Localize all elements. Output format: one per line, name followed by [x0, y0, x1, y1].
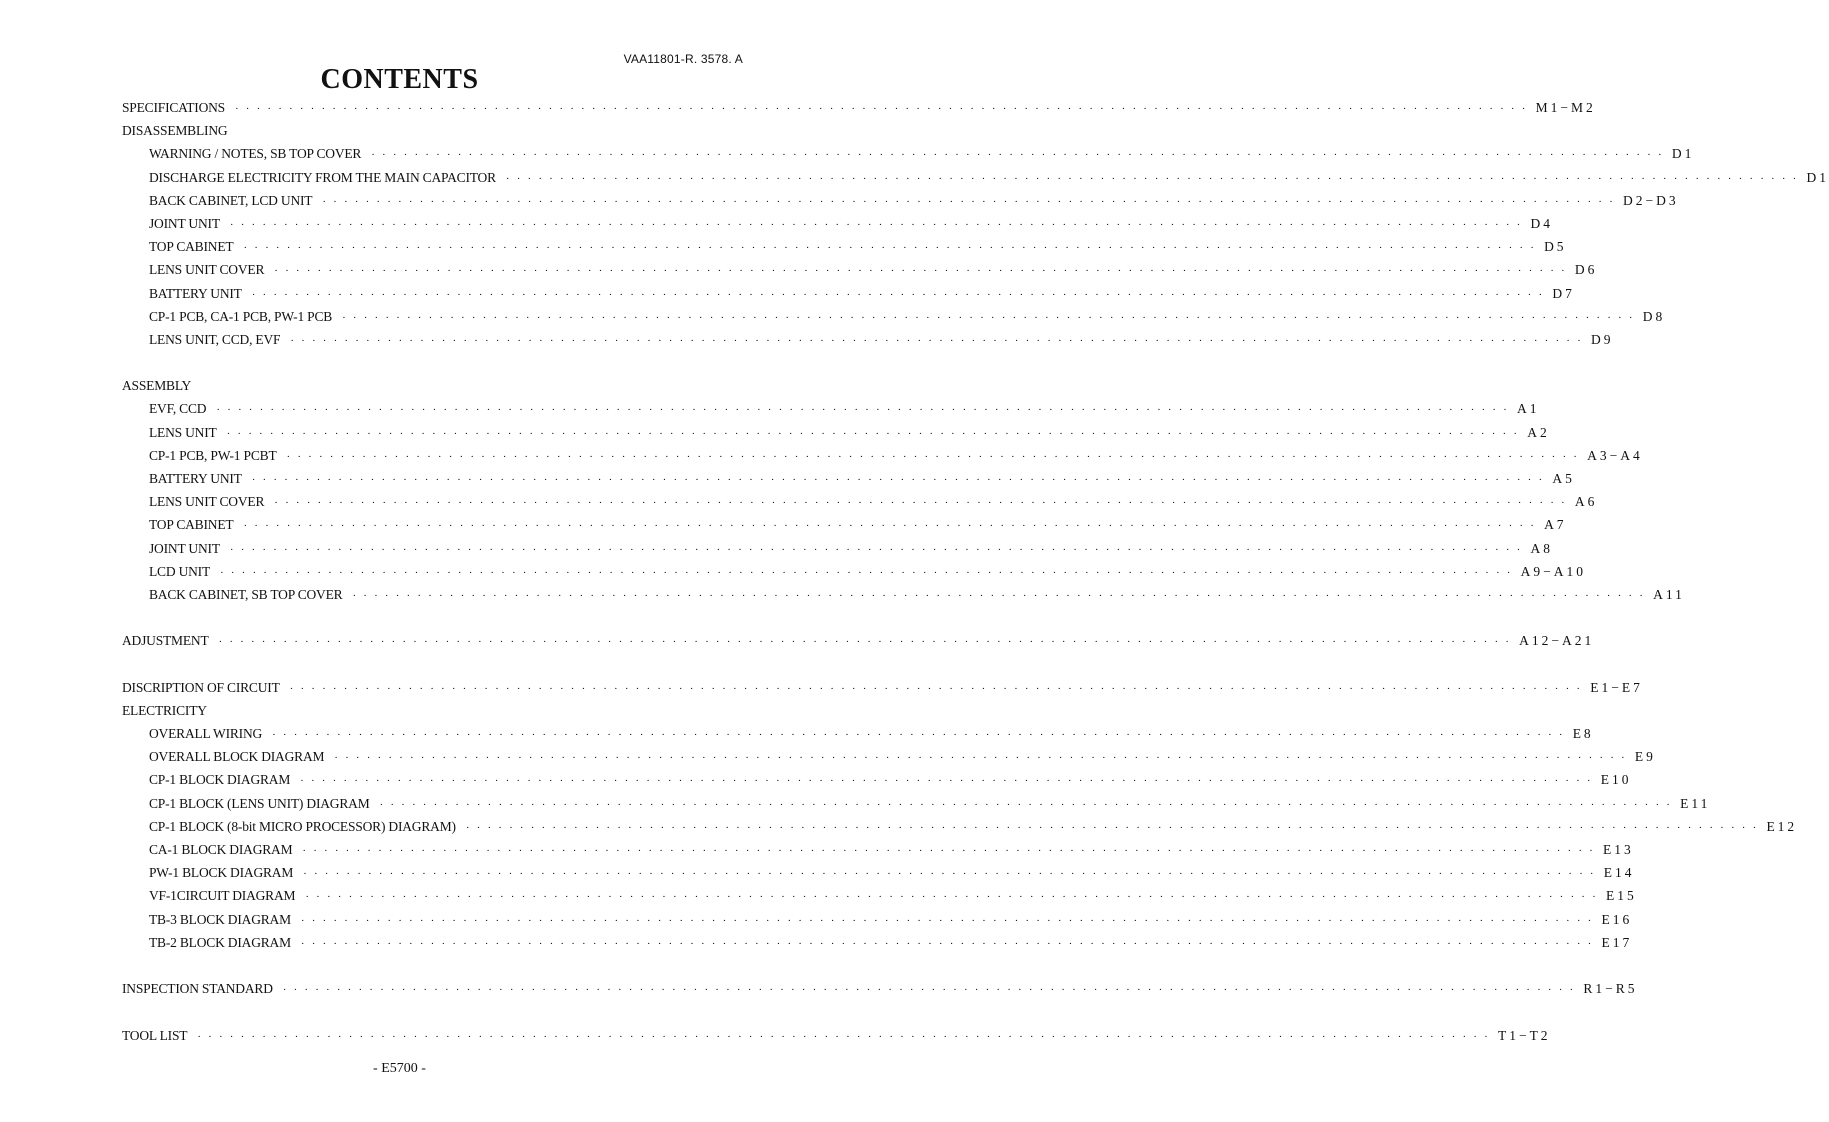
toc-dot-leader: · · · · · · · · · · · · · · · · · · · · · · · · · · · · · · · · · · · · · · · · · · · · · · · · · · · · · · · · · · · · · · · · · · · · · · · · · · · · · · · · · · · · · · · · · · · · · · · · · · · · · · · · · · · · · · · · · · · · · · · ·	[197, 1030, 1490, 1043]
toc-entry-page: D7	[1552, 285, 1575, 301]
toc-entry-page: E10	[1600, 772, 1632, 788]
toc-entry	[122, 305, 1666, 328]
toc-entry-page: D1	[1671, 146, 1695, 162]
toc-entry	[122, 96, 1596, 119]
toc-entry-page: D1	[1806, 169, 1829, 185]
toc-entry-page: D8	[1642, 308, 1666, 324]
toc-entry-page: A6	[1574, 494, 1598, 510]
toc-dot-leader: · · · · · · · · · · · · · · · · · · · · · · · · · · · · · · · · · · · · · · · · · · · · · · · · · · · · · · · · · · · · · · · · · · · · · · · · · · · · · · · · · · · · · · · · · · · · · · · · · · · · · · · · · · · · · · · · · · · · · · · ·	[234, 103, 1528, 115]
toc-dot-leader: · · · · · · · · · · · · · · · · · · · · · · · · · · · · · · · · · · · · · · · · · · · · · · · · · · · · · · · · · · · · · · · · · · · · · · · · · · · · · · · · · · · · · · · · · · · · · · · · · · · · · · · · · · · · · · · · · · · · · · · ·	[305, 891, 1598, 904]
toc-section-heading	[122, 374, 742, 397]
document-code: VAA11801-R. 3578. A	[623, 52, 743, 66]
toc-entry-label: OVERALL BLOCK DIAGRAM	[149, 749, 325, 765]
toc-dot-leader: · · · · · · · · · · · · · · · · · · · · · · · · · · · · · · · · · · · · · · · · · · · · · · · · · · · · · · · · · · · · · · · · · · · · · · · · · · · · · · · · · · · · · · · · · · · · · · · · · · · · · · · · · · · · · · · · · · · · · · · ·	[300, 775, 1593, 788]
toc-entry-page: A7	[1544, 517, 1567, 533]
section-spacer	[122, 954, 742, 977]
toc-entry-page: E14	[1603, 865, 1635, 881]
toc-entry-page: A3−A4	[1587, 447, 1643, 463]
section-spacer	[122, 653, 742, 676]
toc-dot-leader: · · · · · · · · · · · · · · · · · · · · · · · · · · · · · · · · · · · · · · · · · · · · · · · · · · · · · · · · · · · · · · · · · · · · · · · · · · · · · · · · · · · · · · · · · · · · · · · · · · · · · · · · · · · · · · · · · · · · · · · ·	[286, 450, 1580, 463]
toc-entry	[122, 815, 1798, 838]
toc-dot-leader: · · · · · · · · · · · · · · · · · · · · · · · · · · · · · · · · · · · · · · · · · · · · · · · · · · · · · · · · · · · · · · · · · · · · · · · · · · · · · · · · · · · · · · · · · · · · · · · · · · · · · · · · · · · · · · · · · · · · · · · ·	[243, 242, 1537, 255]
toc-entry-page: A8	[1530, 540, 1553, 556]
toc-entry	[122, 537, 1553, 560]
toc-entry-label: LENS UNIT, CCD, EVF	[149, 331, 281, 347]
toc-entry	[122, 722, 1594, 745]
toc-entry-label: OVERALL WIRING	[149, 726, 263, 742]
toc-entry-label: JOINT UNIT	[149, 540, 220, 556]
toc-dot-leader: · · · · · · · · · · · · · · · · · · · · · · · · · · · · · · · · · · · · · · · · · · · · · · · · · · · · · · · · · · · · · · · · · · · · · · · · · · · · · · · · · · · · · · · · · · · · · · · · · · · · · · · · · · · · · · · · · · · · · · · ·	[290, 334, 1583, 347]
toc-entry	[122, 792, 1711, 815]
toc-entry	[122, 397, 1540, 420]
toc-section-heading	[122, 119, 742, 142]
toc-entry-page: E1−E7	[1590, 679, 1643, 695]
toc-entry-label: PW-1 BLOCK DIAGRAM	[149, 865, 294, 881]
toc-dot-leader: · · · · · · · · · · · · · · · · · · · · · · · · · · · · · · · · · · · · · · · · · · · · · · · · · · · · · · · · · · · · · · · · · · · · · · · · · · · · · · · · · · · · · · · · · · · · · · · · · · · · · · · · · · · · · · · · · · · · · · · ·	[226, 427, 1520, 440]
toc-entry	[122, 258, 1598, 281]
toc-entry-label: LENS UNIT	[149, 424, 217, 440]
toc-dot-leader: · · · · · · · · · · · · · · · · · · · · · · · · · · · · · · · · · · · · · · · · · · · · · · · · · · · · · · · · · · · · · · · · · · · · · · · · · · · · · · · · · · · · · · · · · · · · · · · · · · · · · · · · · · · · · · · · · · · · · · · ·	[505, 172, 1799, 185]
toc-entry-label: JOINT UNIT	[149, 215, 220, 231]
toc-entry	[122, 189, 1679, 212]
toc-dot-leader: · · · · · · · · · · · · · · · · · · · · · · · · · · · · · · · · · · · · · · · · · · · · · · · · · · · · · · · · · · · · · · · · · · · · · · · · · · · · · · · · · · · · · · · · · · · · · · · · · · · · · · · · · · · · · · · · · · · · · · · ·	[282, 984, 1576, 997]
toc-entry-label: DISCRIPTION OF CIRCUIT	[122, 679, 280, 695]
toc-entry	[122, 931, 1633, 954]
toc-dot-leader: · · · · · · · · · · · · · · · · · · · · · · · · · · · · · · · · · · · · · · · · · · · · · · · · · · · · · · · · · · · · · · · · · · · · · · · · · · · · · · · · · · · · · · · · · · · · · · · · · · · · · · · · · · · · · · · · · · · · · · · ·	[371, 149, 1664, 162]
toc-dot-leader: · · · · · · · · · · · · · · · · · · · · · · · · · · · · · · · · · · · · · · · · · · · · · · · · · · · · · · · · · · · · · · · · · · · · · · · · · · · · · · · · · · · · · · · · · · · · · · · · · · · · · · · · · · · · · · · · · · · · · · · ·	[251, 474, 1545, 486]
toc-entry-page: E12	[1766, 818, 1798, 834]
toc-entry	[122, 884, 1637, 907]
toc-entry-page: A1	[1516, 401, 1540, 417]
toc-dot-leader: · · · · · · · · · · · · · · · · · · · · · · · · · · · · · · · · · · · · · · · · · · · · · · · · · · · · · · · · · · · · · · · · · · · · · · · · · · · · · · · · · · · · · · · · · · · · · · · · · · · · · · · · · · · · · · · · · · · · · · · ·	[300, 937, 1594, 950]
toc-dot-leader: · · · · · · · · · · · · · · · · · · · · · · · · · · · · · · · · · · · · · · · · · · · · · · · · · · · · · · · · · · · · · · · · · · · · · · · · · · · · · · · · · · · · · · · · · · · · · · · · · · · · · · · · · · · · · · · · · · · · · · · ·	[218, 636, 1512, 649]
toc-entry	[122, 467, 1575, 490]
toc-entry	[122, 142, 1695, 165]
toc-entry-page: A11	[1653, 586, 1685, 602]
toc-entry-page: D9	[1590, 331, 1614, 347]
toc-entry	[122, 768, 1632, 791]
toc-section-heading	[122, 699, 742, 722]
toc-entry	[122, 745, 1656, 768]
toc-entry-page: E8	[1572, 726, 1594, 742]
toc-entry	[122, 282, 1575, 305]
table-of-contents	[122, 96, 1829, 1047]
toc-entry	[122, 977, 1638, 1000]
toc-entry	[122, 676, 1643, 699]
toc-entry	[122, 838, 1634, 861]
toc-entry-label: BATTERY UNIT	[149, 471, 242, 486]
toc-entry-label: INSPECTION STANDARD	[122, 981, 273, 997]
toc-entry-label: LCD UNIT	[149, 563, 211, 579]
toc-entry-label: CP-1 BLOCK (LENS UNIT) DIAGRAM	[149, 795, 370, 811]
toc-entry-page: A5	[1552, 471, 1575, 486]
toc-entry-label: TOP CABINET	[149, 517, 234, 533]
toc-dot-leader: · · · · · · · · · · · · · · · · · · · · · · · · · · · · · · · · · · · · · · · · · · · · · · · · · · · · · · · · · · · · · · · · · · · · · · · · · · · · · · · · · · · · · · · · · · · · · · · · · · · · · · · · · · · · · · · · · · · · · · · ·	[229, 543, 1523, 556]
toc-dot-leader: · · · · · · · · · · · · · · · · · · · · · · · · · · · · · · · · · · · · · · · · · · · · · · · · · · · · · · · · · · · · · · · · · · · · · · · · · · · · · · · · · · · · · · · · · · · · · · · · · · · · · · · · · · · · · · · · · · · · · · · ·	[243, 520, 1537, 533]
toc-entry-label: TB-3 BLOCK DIAGRAM	[149, 911, 291, 927]
toc-dot-leader: · · · · · · · · · · · · · · · · · · · · · · · · · · · · · · · · · · · · · · · · · · · · · · · · · · · · · · · · · · · · · · · · · · · · · · · · · · · · · · · · · · · · · · · · · · · · · · · · · · · · · · · · · · · · · · · · · · · · · · · ·	[300, 914, 1594, 927]
toc-entry-page: E13	[1603, 842, 1634, 857]
toc-entry-label: CP-1 BLOCK (8-bit MICRO PROCESSOR) DIAGRAM)	[149, 818, 456, 834]
toc-entry-page: E11	[1680, 795, 1711, 811]
toc-entry-page: E16	[1601, 911, 1633, 927]
toc-entry	[122, 629, 1595, 652]
toc-entry	[122, 490, 1598, 513]
toc-dot-leader: · · · · · · · · · · · · · · · · · · · · · · · · · · · · · · · · · · · · · · · · · · · · · · · · · · · · · · · · · · · · · · · · · · · · · · · · · · · · · · · · · · · · · · · · · · · · · · · · · · · · · · · · · · · · · · · · · · · · · · · ·	[302, 845, 1596, 857]
toc-entry	[122, 212, 1553, 235]
toc-entry-label: DISASSEMBLING	[122, 123, 228, 139]
toc-dot-leader: · · · · · · · · · · · · · · · · · · · · · · · · · · · · · · · · · · · · · · · · · · · · · · · · · · · · · · · · · · · · · · · · · · · · · · · · · · · · · · · · · · · · · · · · · · · · · · · · · · · · · · · · · · · · · · · · · · · · · · · ·	[334, 752, 1627, 765]
toc-entry-page: A2	[1527, 424, 1550, 440]
toc-dot-leader: · · · · · · · · · · · · · · · · · · · · · · · · · · · · · · · · · · · · · · · · · · · · · · · · · · · · · · · · · · · · · · · · · · · · · · · · · · · · · · · · · · · · · · · · · · · · · · · · · · · · · · · · · · · · · · · · · · · · · · · ·	[274, 497, 1567, 510]
toc-entry-label: CA-1 BLOCK DIAGRAM	[149, 842, 293, 857]
toc-dot-leader: · · · · · · · · · · · · · · · · · · · · · · · · · · · · · · · · · · · · · · · · · · · · · · · · · · · · · · · · · · · · · · · · · · · · · · · · · · · · · · · · · · · · · · · · · · · · · · · · · · · · · · · · · · · · · · · · · · · · · · · ·	[216, 404, 1509, 417]
toc-dot-leader: · · · · · · · · · · · · · · · · · · · · · · · · · · · · · · · · · · · · · · · · · · · · · · · · · · · · · · · · · · · · · · · · · · · · · · · · · · · · · · · · · · · · · · · · · · · · · · · · · · · · · · · · · · · · · · · · · · · · · · · ·	[251, 288, 1545, 301]
toc-entry-page: E9	[1634, 749, 1656, 765]
toc-entry-page: T1−T2	[1497, 1027, 1551, 1043]
toc-entry	[122, 908, 1633, 931]
toc-entry-label: BACK CABINET, SB TOP COVER	[149, 586, 343, 602]
toc-dot-leader: · · · · · · · · · · · · · · · · · · · · · · · · · · · · · · · · · · · · · · · · · · · · · · · · · · · · · · · · · · · · · · · · · · · · · · · · · · · · · · · · · · · · · · · · · · · · · · · · · · · · · · · · · · · · · · · · · · · · · · · ·	[465, 821, 1759, 834]
toc-dot-leader: · · · · · · · · · · · · · · · · · · · · · · · · · · · · · · · · · · · · · · · · · · · · · · · · · · · · · · · · · · · · · · · · · · · · · · · · · · · · · · · · · · · · · · · · · · · · · · · · · · · · · · · · · · · · · · · · · · · · · · · ·	[272, 729, 1565, 742]
section-spacer	[122, 351, 742, 374]
toc-entry-label: LENS UNIT COVER	[149, 494, 265, 510]
toc-entry-label: TOOL LIST	[122, 1027, 188, 1043]
toc-dot-leader: · · · · · · · · · · · · · · · · · · · · · · · · · · · · · · · · · · · · · · · · · · · · · · · · · · · · · · · · · · · · · · · · · · · · · · · · · · · · · · · · · · · · · · · · · · · · · · · · · · · · · · · · · · · · · · · · · · · · · · · ·	[229, 218, 1523, 231]
toc-entry-label: ELECTRICITY	[122, 702, 207, 718]
toc-dot-leader: · · · · · · · · · · · · · · · · · · · · · · · · · · · · · · · · · · · · · · · · · · · · · · · · · · · · · · · · · · · · · · · · · · · · · · · · · · · · · · · · · · · · · · · · · · · · · · · · · · · · · · · · · · · · · · · · · · · · · · · ·	[274, 265, 1567, 278]
toc-entry-page: A12−A21	[1519, 633, 1595, 649]
toc-dot-leader: · · · · · · · · · · · · · · · · · · · · · · · · · · · · · · · · · · · · · · · · · · · · · · · · · · · · · · · · · · · · · · · · · · · · · · · · · · · · · · · · · · · · · · · · · · · · · · · · · · · · · · · · · · · · · · · · · · · · · · · ·	[342, 311, 1635, 324]
toc-dot-leader: · · · · · · · · · · · · · · · · · · · · · · · · · · · · · · · · · · · · · · · · · · · · · · · · · · · · · · · · · · · · · · · · · · · · · · · · · · · · · · · · · · · · · · · · · · · · · · · · · · · · · · · · · · · · · · · · · · · · · · · ·	[303, 868, 1596, 881]
toc-entry	[122, 166, 1829, 189]
toc-entry-label: LENS UNIT COVER	[149, 262, 265, 278]
section-spacer	[122, 1000, 742, 1023]
toc-entry-page: E17	[1601, 934, 1633, 950]
toc-dot-leader: · · · · · · · · · · · · · · · · · · · · · · · · · · · · · · · · · · · · · · · · · · · · · · · · · · · · · · · · · · · · · · · · · · · · · · · · · · · · · · · · · · · · · · · · · · · · · · · · · · · · · · · · · · · · · · · · · · · · · · · ·	[379, 798, 1673, 811]
toc-entry	[122, 861, 1635, 884]
toc-entry-label: ASSEMBLY	[122, 378, 192, 394]
toc-entry-page: D5	[1544, 239, 1567, 255]
toc-entry-label: BATTERY UNIT	[149, 285, 242, 301]
section-spacer	[122, 606, 742, 629]
toc-entry-label: DISCHARGE ELECTRICITY FROM THE MAIN CAPACITOR	[149, 169, 496, 185]
toc-entry	[122, 1024, 1551, 1047]
toc-entry-page: D4	[1530, 215, 1553, 231]
toc-entry	[122, 421, 1550, 444]
toc-entry-label: CP-1 PCB, PW-1 PCBT	[149, 447, 277, 463]
page-title: CONTENTS	[320, 64, 479, 95]
toc-dot-leader: · · · · · · · · · · · · · · · · · · · · · · · · · · · · · · · · · · · · · · · · · · · · · · · · · · · · · · · · · · · · · · · · · · · · · · · · · · · · · · · · · · · · · · · · · · · · · · · · · · · · · · · · · · · · · · · · · · · · · · · ·	[220, 566, 1513, 579]
toc-entry-page: M1−M2	[1535, 100, 1596, 115]
toc-entry-page: D6	[1574, 262, 1598, 278]
toc-entry-label: WARNING / NOTES, SB TOP COVER	[149, 146, 362, 162]
toc-entry-label: CP-1 PCB, CA-1 PCB, PW-1 PCB	[149, 308, 333, 324]
toc-dot-leader: · · · · · · · · · · · · · · · · · · · · · · · · · · · · · · · · · · · · · · · · · · · · · · · · · · · · · · · · · · · · · · · · · · · · · · · · · · · · · · · · · · · · · · · · · · · · · · · · · · · · · · · · · · · · · · · · · · · · · · · ·	[289, 682, 1583, 695]
toc-entry	[122, 560, 1587, 583]
toc-entry-page: E15	[1605, 888, 1637, 904]
toc-entry-label: ADJUSTMENT	[122, 633, 209, 649]
toc-entry-label: CP-1 BLOCK DIAGRAM	[149, 772, 291, 788]
page-footer: - E5700 -	[373, 1061, 426, 1076]
toc-entry-label: VF-1CIRCUIT DIAGRAM	[149, 888, 296, 904]
toc-entry	[122, 235, 1567, 258]
toc-entry-page: R1−R5	[1583, 981, 1638, 997]
toc-entry-label: SPECIFICATIONS	[122, 100, 225, 115]
toc-dot-leader: · · · · · · · · · · · · · · · · · · · · · · · · · · · · · · · · · · · · · · · · · · · · · · · · · · · · · · · · · · · · · · · · · · · · · · · · · · · · · · · · · · · · · · · · · · · · · · · · · · · · · · · · · · · · · · · · · · · · · · · ·	[352, 589, 1646, 602]
toc-entry	[122, 513, 1567, 536]
toc-entry-label: TB-2 BLOCK DIAGRAM	[149, 934, 291, 950]
toc-entry	[122, 328, 1614, 351]
toc-entry-page: D2−D3	[1622, 192, 1679, 208]
toc-entry	[122, 583, 1685, 606]
toc-entry	[122, 444, 1643, 467]
toc-entry-label: EVF, CCD	[149, 401, 207, 417]
toc-entry-label: TOP CABINET	[149, 239, 234, 255]
toc-entry-page: A9−A10	[1520, 563, 1587, 579]
toc-dot-leader: · · · · · · · · · · · · · · · · · · · · · · · · · · · · · · · · · · · · · · · · · · · · · · · · · · · · · · · · · · · · · · · · · · · · · · · · · · · · · · · · · · · · · · · · · · · · · · · · · · · · · · · · · · · · · · · · · · · · · · · ·	[322, 195, 1615, 208]
toc-entry-label: BACK CABINET, LCD UNIT	[149, 192, 313, 208]
